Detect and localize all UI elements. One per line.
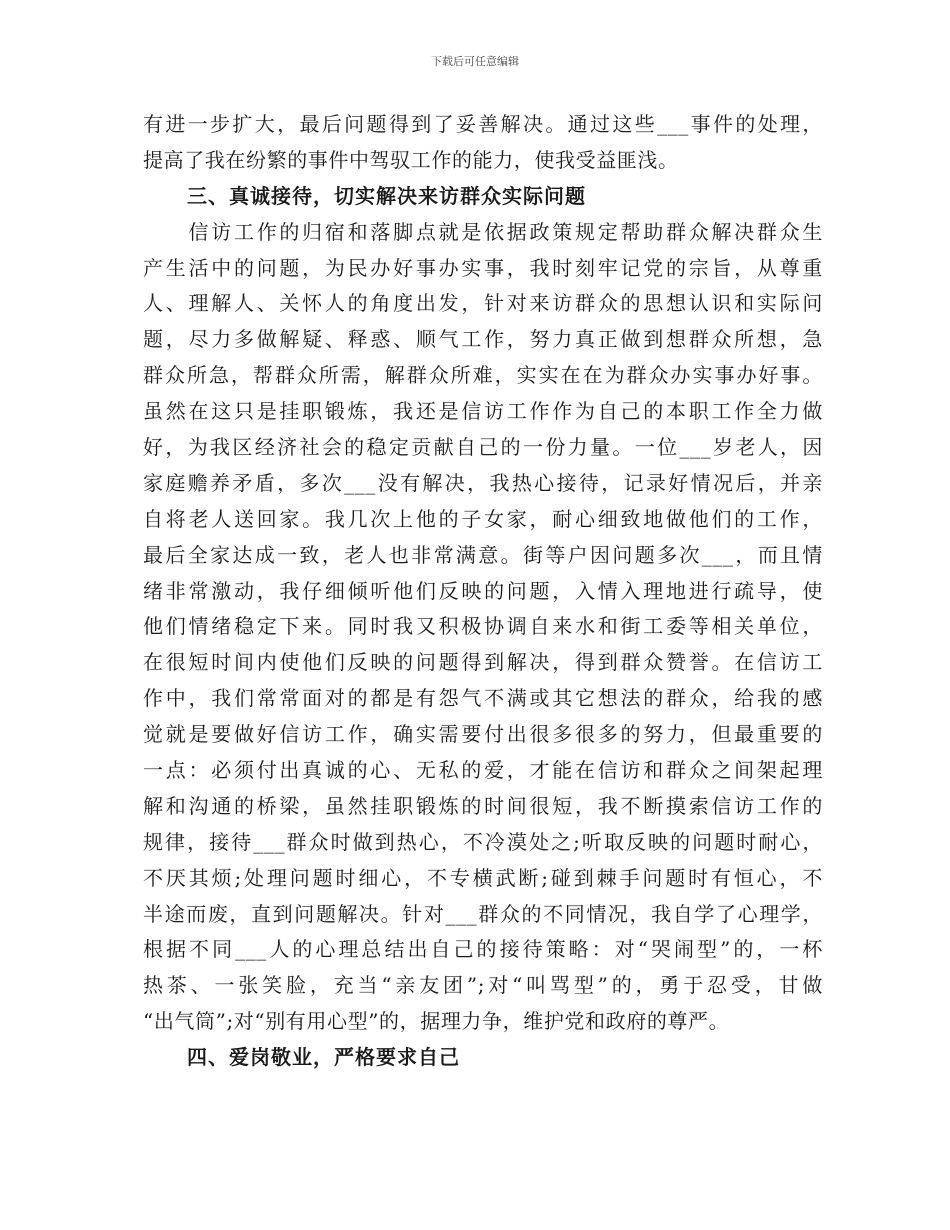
text-line: 虽然在这只是挂职锻炼，我还是信访工作作为自己的本职工作全力做 [143, 399, 823, 424]
text-line: 解和沟通的桥梁，虽然挂职锻炼的时间很短，我不断摸索信访工作的 [143, 793, 823, 818]
section-heading: 三、真诚接待，切实解决来访群众实际问题 [187, 183, 586, 208]
text-line: 规律，接待___群众时做到热心，不冷漠处之;听取反映的问题时耐心， [143, 829, 823, 854]
text-line: 群众所急，帮群众所需，解群众所难，实实在在为群众办实事办好事。 [143, 363, 823, 388]
text-line: 好，为我区经济社会的稳定贡献自己的一份力量。一位___岁老人，因 [143, 435, 823, 460]
document-body [143, 107, 823, 1076]
text-line: 绪非常激动，我仔细倾听他们反映的问题，入情入理地进行疏导，使 [143, 578, 823, 603]
text-line: 家庭赡养矛盾，多次___没有解决，我热心接待，记录好情况后，并亲 [143, 470, 823, 495]
text-line: 提高了我在纷繁的事件中驾驭工作的能力，使我受益匪浅。 [143, 147, 679, 172]
text-line: 热茶、一张笑脸，充当“亲友团”;对“叫骂型”的，勇于忍受，甘做 [143, 973, 823, 998]
text-line: 不厌其烦;处理问题时细心，不专横武断;碰到棘手问题时有恒心，不 [143, 865, 823, 890]
text-line: 觉就是要做好信访工作，确实需要付出很多很多的努力，但最重要的 [143, 722, 823, 747]
text-line: 产生活中的问题，为民办好事办实事，我时刻牢记党的宗旨，从尊重 [143, 255, 823, 280]
text-line: 题，尽力多做解疑、释惑、顺气工作，努力真正做到想群众所想，急 [143, 327, 823, 352]
text-line: 在很短时间内使他们反映的问题得到解决，得到群众赞誉。在信访工 [143, 650, 823, 675]
text-line: 有进一步扩大，最后问题得到了妥善解决。通过这些___事件的处理， [143, 112, 823, 136]
text-line: 他们情绪稳定下来。同时我又积极协调自来水和街工委等相关单位， [143, 614, 823, 639]
text-line: 半途而废，直到问题解决。针对___群众的不同情况，我自学了心理学， [143, 901, 823, 926]
text-line: 一点：必须付出真诚的心、无私的爱，才能在信访和群众之间架起理 [143, 758, 823, 783]
text-line: 自将老人送回家。我几次上他的子女家，耐心细致地做他们的工作， [143, 506, 823, 531]
text-line: 信访工作的归宿和落脚点就是依据政策规定帮助群众解决群众生 [143, 219, 823, 244]
page-header: 下载后可任意编辑 [431, 55, 519, 68]
text-line: “出气筒”;对“别有用心型”的，据理力争，维护党和政府的尊严。 [143, 1009, 730, 1034]
text-line: 作中，我们常常面对的都是有怨气不满或其它想法的群众，给我的感 [143, 686, 823, 711]
section-heading: 四、爱岗敬业，严格要求自己 [187, 1045, 460, 1070]
text-line: 人、理解人、关怀人的角度出发，针对来访群众的思想认识和实际问 [143, 291, 823, 316]
text-line: 最后全家达成一致，老人也非常满意。街等户因问题多次___，而且情 [143, 542, 823, 567]
text-line: 根据不同___人的心理总结出自己的接待策略：对“哭闹型”的，一杯 [143, 937, 823, 962]
